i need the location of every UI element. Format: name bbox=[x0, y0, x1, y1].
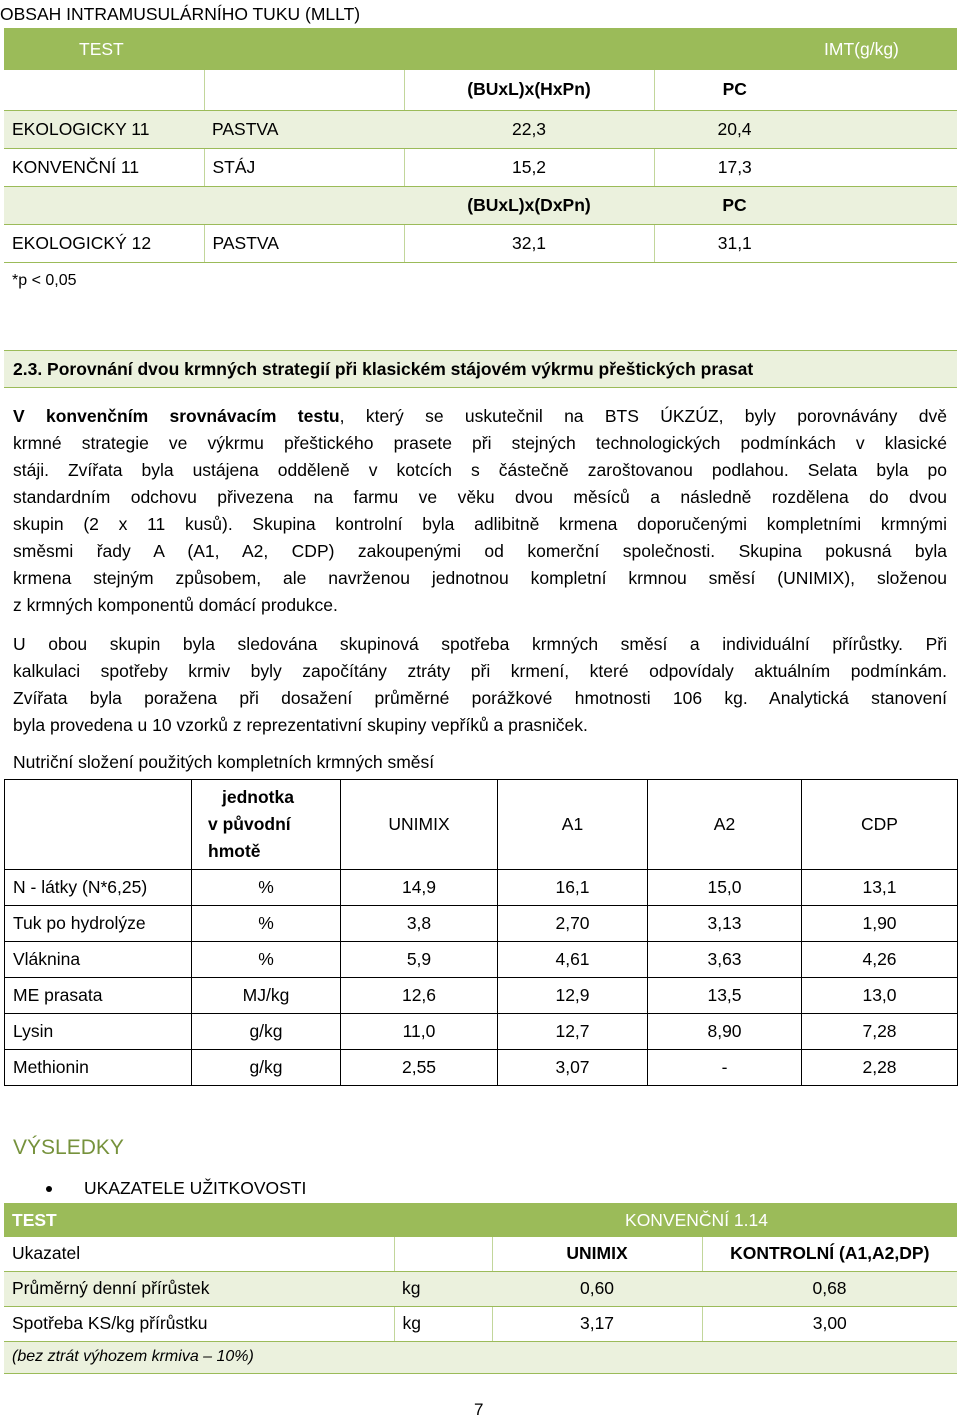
formula-header: (BUxL)x(HxPn) bbox=[404, 70, 654, 110]
row-name: Tuk po hydrolýze bbox=[5, 906, 192, 942]
row-name: Methionin bbox=[5, 1050, 192, 1086]
col-a1: A1 bbox=[498, 780, 648, 870]
col-unimix: UNIMIX bbox=[341, 780, 498, 870]
table-row: EKOLOGICKY 11 PASTVA 22,3 20,4 bbox=[4, 110, 957, 148]
table-row bbox=[5, 870, 958, 906]
row-value: 7,28 bbox=[802, 1014, 958, 1050]
test-name: KONVENČNÍ 1.14 bbox=[625, 1209, 768, 1230]
test-header: TEST bbox=[79, 38, 124, 59]
row-value: 13,5 bbox=[648, 978, 802, 1014]
row-name: ME prasata bbox=[5, 978, 192, 1014]
col-cdp: CDP bbox=[802, 780, 958, 870]
unit-header: jednotka v původní hmotě bbox=[192, 780, 341, 870]
row-name: N - látky (N*6,25) bbox=[5, 870, 192, 906]
col-control-result: KONTROLNÍ (A1,A2,DP) bbox=[702, 1237, 957, 1271]
row-value: 3,63 bbox=[648, 942, 802, 978]
imt-header: IMT(g/kg) bbox=[824, 38, 899, 59]
table-row bbox=[5, 1050, 958, 1086]
row-unit: g/kg bbox=[192, 1050, 341, 1086]
table-row bbox=[5, 906, 958, 942]
row-value: 2,55 bbox=[341, 1050, 498, 1086]
row-value: 2,70 bbox=[498, 906, 648, 942]
col-indicator: Ukazatel bbox=[4, 1237, 394, 1271]
row-unit: % bbox=[192, 942, 341, 978]
row-unit: % bbox=[192, 906, 341, 942]
row-value: 14,9 bbox=[341, 870, 498, 906]
pc-header: PC bbox=[654, 70, 957, 110]
row-value: 12,6 bbox=[341, 978, 498, 1014]
row-value: 3,07 bbox=[498, 1050, 648, 1086]
row-value: - bbox=[648, 1050, 802, 1086]
table-row: Spotřeba KS/kg přírůstku kg 3,17 3,00 bbox=[4, 1306, 957, 1341]
table3-note: (bez ztrát výhozem krmiva – 10%) bbox=[4, 1341, 957, 1373]
table-row: KONVENČNÍ 11 STÁJ 15,2 17,3 bbox=[4, 148, 957, 186]
table-row: Průměrný denní přírůstek kg 0,60 0,68 bbox=[4, 1271, 957, 1306]
table-row bbox=[5, 1014, 958, 1050]
col-unimix-result: UNIMIX bbox=[492, 1237, 702, 1271]
formula-header-2: (BUxL)x(DxPn) bbox=[404, 186, 654, 224]
col-a2: A2 bbox=[648, 780, 802, 870]
nutrition-header-row bbox=[5, 780, 958, 870]
row-unit: % bbox=[192, 870, 341, 906]
row-name: Vláknina bbox=[5, 942, 192, 978]
results-heading: VÝSLEDKY bbox=[13, 1136, 124, 1159]
table2-caption: Nutriční složení použitých kompletních krmných směsí bbox=[13, 752, 435, 772]
table-row bbox=[5, 942, 958, 978]
test-label: TEST bbox=[12, 1209, 57, 1230]
performance-table bbox=[4, 1203, 957, 1374]
significance-note: *p < 0,05 bbox=[12, 272, 77, 289]
table-row bbox=[5, 978, 958, 1014]
row-unit: g/kg bbox=[192, 1014, 341, 1050]
row-value: 12,9 bbox=[498, 978, 648, 1014]
bullet-icon bbox=[46, 1186, 52, 1192]
row-value: 13,1 bbox=[802, 870, 958, 906]
row-value: 4,26 bbox=[802, 942, 958, 978]
row-value: 1,90 bbox=[802, 906, 958, 942]
paragraph-1: V konvenčním srovnávacím testu, který se uskutečnil na BTS ÚKZÚZ, byly porovnávány dvě krmné strategie ve výkrmu přeštického prasete při stejných technologických podmínkách v klasické stáji. Zvířata byla ustájena odděleně v kotcích s částečně zaroštovanou podlahou. Selata byla po standardním odchovu přivezena na farmu ve věku dvou měsíců a následně rozdělena do dvou skupin (2 x 11 kusů). Skupina kontrolní byla adlibitně krmena doporučenými kompletními krmnými směsmi řady A (A1, A2, CDP) zakoupenými od komerční společnosti. Skupina pokusná byla krmena stejným způsobem, ale navrženou jednotnou kompletní krmnou směsí (UNIMIX), složenou z krmných komponentů domácí produkce. bbox=[13, 406, 947, 615]
page-top-title: OBSAH INTRAMUSULÁRNÍHO TUKU (MLLT) bbox=[0, 4, 361, 24]
page-number: 7 bbox=[474, 1400, 484, 1419]
row-value: 13,0 bbox=[802, 978, 958, 1014]
paragraph-2: U obou skupin byla sledována skupinová spotřeba krmných směsí a individuální přírůstky. Při kalkulaci spotřeby krmiv byly započítány ztráty při krmení, které odpovídaly aktuálním podmínkám. Zvířata byla poražena při dosažení průměrné porážkové hmotnosti 106 kg. Analytická stanovení byla provedena u 10 vzorků z reprezentativní skupiny vepříků a prasniček. bbox=[13, 634, 947, 735]
row-value: 3,13 bbox=[648, 906, 802, 942]
row-value: 8,90 bbox=[648, 1014, 802, 1050]
row-value: 3,8 bbox=[341, 906, 498, 942]
row-value: 15,0 bbox=[648, 870, 802, 906]
section-heading: 2.3. Porovnání dvou krmných strategií při klasickém stájovém výkrmu přeštických prasat bbox=[13, 359, 754, 379]
row-value: 4,61 bbox=[498, 942, 648, 978]
row-name: Lysin bbox=[5, 1014, 192, 1050]
row-value: 5,9 bbox=[341, 942, 498, 978]
row-value: 16,1 bbox=[498, 870, 648, 906]
nutrition-table bbox=[4, 779, 958, 1086]
row-unit: MJ/kg bbox=[192, 978, 341, 1014]
imt-table bbox=[4, 28, 957, 263]
row-value: 2,28 bbox=[802, 1050, 958, 1086]
pc-header-2: PC bbox=[654, 186, 957, 224]
row-value: 12,7 bbox=[498, 1014, 648, 1050]
row-value: 11,0 bbox=[341, 1014, 498, 1050]
table-row: EKOLOGICKÝ 12 PASTVA 32,1 31,1 bbox=[4, 224, 957, 262]
